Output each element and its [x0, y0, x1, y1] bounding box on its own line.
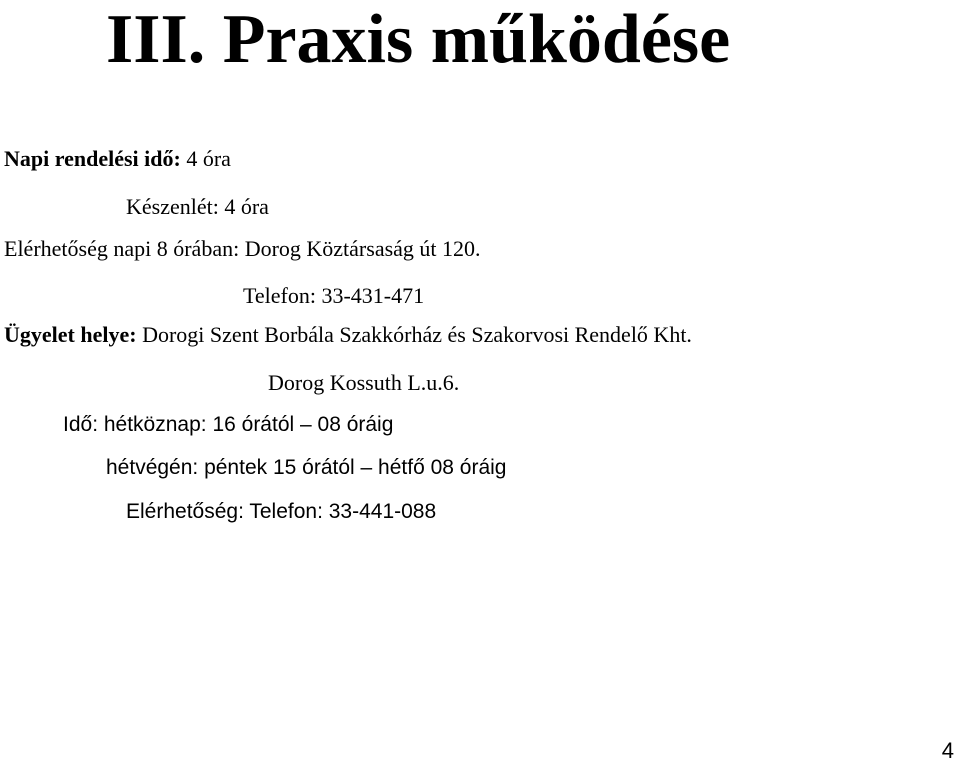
napi-rendelesi-ido-row	[4, 145, 231, 173]
elerhetoseg-row: Elérhetőség napi 8 órában: Dorog Köztársaság út 120.	[4, 236, 481, 261]
ugyelet-elerhetoseg-row: Elérhetőség: Telefon: 33-441-088	[126, 500, 437, 523]
page-number: 4	[941, 738, 954, 763]
ugyelet-helye-label: Ügyelet helye:	[4, 322, 137, 347]
napi-rendelesi-ido-value: 4 óra	[180, 146, 231, 171]
ugyelet-helye-value: Dorogi Szent Borbála Szakkórház és Szakorvosi Rendelő Kht.	[136, 322, 692, 347]
ugyelet-ido-hetvegen-row: hétvégén: péntek 15 órától – hétfő 08 óráig	[106, 456, 507, 479]
telefon-row: Telefon: 33-431-471	[243, 283, 425, 308]
page-title: III. Praxis működése	[106, 1, 731, 78]
ugyelet-cim-row: Dorog Kossuth L.u.6.	[268, 370, 460, 395]
napi-rendelesi-ido-label: Napi rendelési idő:	[4, 146, 181, 171]
ugyelet-ido-hetkoznap-row: Idő: hétköznap: 16 órától – 08 óráig	[63, 413, 394, 436]
ugyelet-helye-row	[4, 321, 692, 349]
keszenlet-row: Készenlét: 4 óra	[126, 194, 269, 219]
